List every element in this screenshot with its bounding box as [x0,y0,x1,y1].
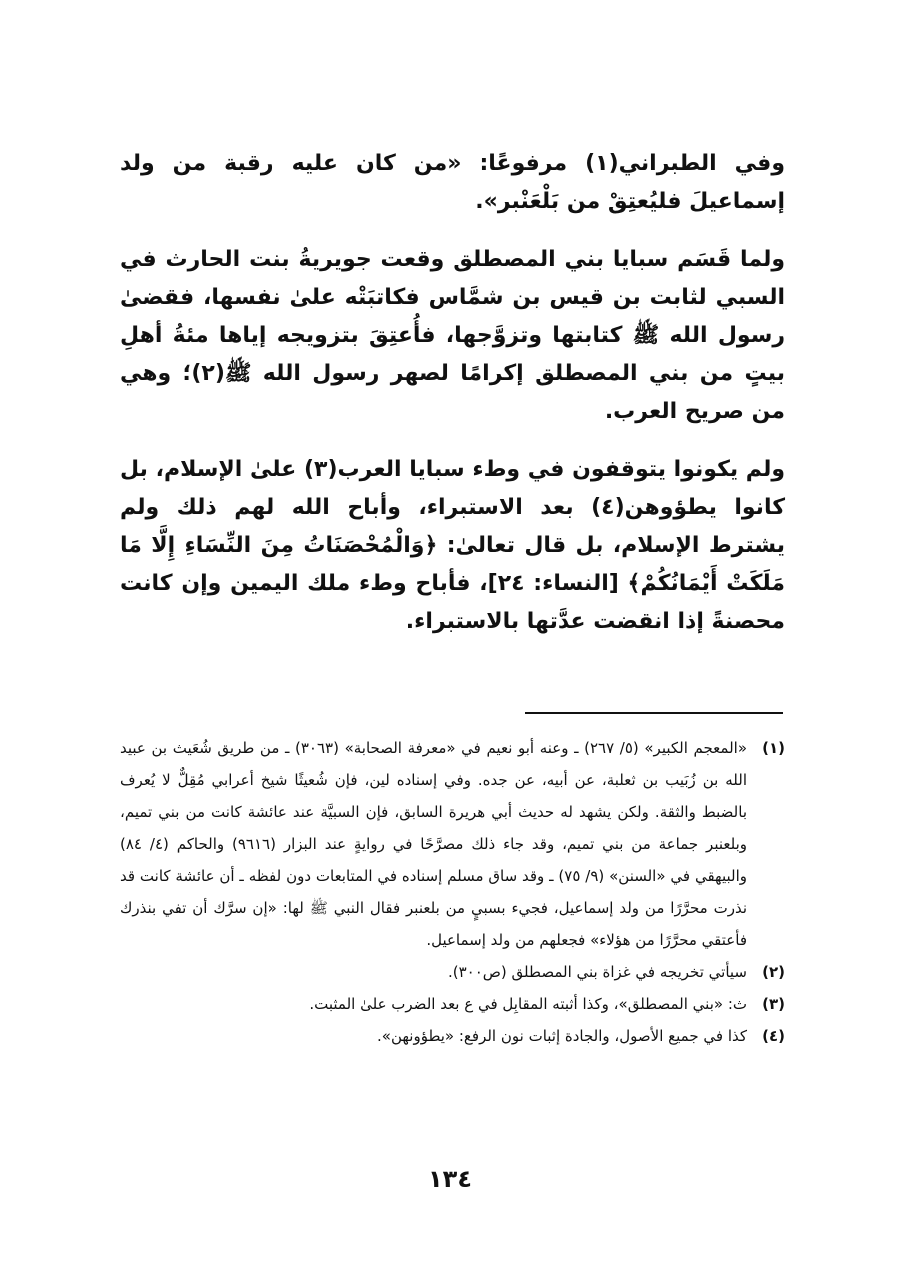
footnote-4 [120,1020,785,1052]
footnote-text: كذا في جميع الأصول، والجادة إثبات نون الرفع: «يطؤونهن». [377,1027,747,1045]
footnote-text: سيأتي تخريجه في غزاة بني المصطلق (ص٣٠٠). [448,963,747,981]
footnote-separator [525,712,783,714]
footnote-number: (١) [762,739,785,757]
footnote-number: (٢) [762,963,785,981]
page-number: ١٣٤ [428,1165,472,1193]
footnote-text: ث: «بني المصطلق»، وكذا أثبته المقابِل في ع بعد الضرب علىٰ المثبت. [309,995,747,1013]
footnote-number: (٣) [762,995,785,1013]
paragraph-3: ولم يكونوا يتوقفون في وطء سبايا العرب(٣) علىٰ الإسلام، بل كانوا يطؤوهن(٤) بعد الاستبراء، وأباح الله لهم ذلك ولم يشترط الإسلام، بل قال تعالىٰ: ﴿وَالْمُحْصَنَاتُ مِنَ النِّسَاءِ إِلَّا مَا مَلَكَتْ أَيْمَانُكُمْ﴾ [النساء: ٢٤]، فأباح وطء ملك اليمين وإن كانت محصنةً إذا انقضت عدَّتها بالاستبراء. [120,457,785,634]
footnote-number: (٤) [762,1027,785,1045]
main-text [120,145,785,661]
paragraph-1: وفي الطبراني(١) مرفوعًا: «من كان عليه رقبة من ولد إسماعيلَ فليُعتِقْ من بَلْعَنْبر». [120,151,785,214]
footnote-1 [120,732,785,956]
footnote-2 [120,956,785,988]
paragraph-2: ولما قَسَم سبايا بني المصطلق وقعت جويريةُ بنت الحارث في السبي لثابت بن قيس بن شمَّاس فكاتبَتْه علىٰ نفسها، فقضىٰ رسول الله ﷺ كتابتها وتزوَّجها، فأُعتِقَ بتزويجه إياها مئةُ أهلِ بيتٍ من بني المصطلق إكرامًا لصهر رسول الله ﷺ(٢)؛ وهي من صريح العرب. [120,247,786,424]
footnotes [120,732,785,1052]
footnote-text: «المعجم الكبير» (٥/ ٢٦٧) ـ وعنه أبو نعيم في «معرفة الصحابة» (٣٠٦٣) ـ من طريق شُعَيث بن عبيد الله بن زُبَيب بن ثعلبة، عن أبيه، عن جده. وفي إسناده لين، فإن شُعيثًا شيخ أعرابي مُقِلٌّ لا يُعرف بالضبط والثقة. ولكن يشهد له حديث أبي هريرة السابق، فإن السبيَّة عند عائشة كانت من بني تميم، وبلعنبر جماعة من بني تميم، وقد جاء ذلك مصرَّحًا في روايةٍ عند البزار (٩٦١٦) والحاكم (٤/ ٨٤) والبيهقي في «السنن» (٩/ ٧٥) ـ وقد ساق مسلم إسناده في المتابعات دون لفظه ـ أن عائشة كانت قد نذرت محرَّرًا من ولد إسماعيل، فجيء بسبيٍ من بلعنبر فقال النبي ﷺ لها: «إن سرَّك أن تفي بنذرك فأعتقي محرَّرًا من هؤلاء» فجعلهم من ولد إسماعيل. [120,739,748,949]
footnote-3 [120,988,785,1020]
